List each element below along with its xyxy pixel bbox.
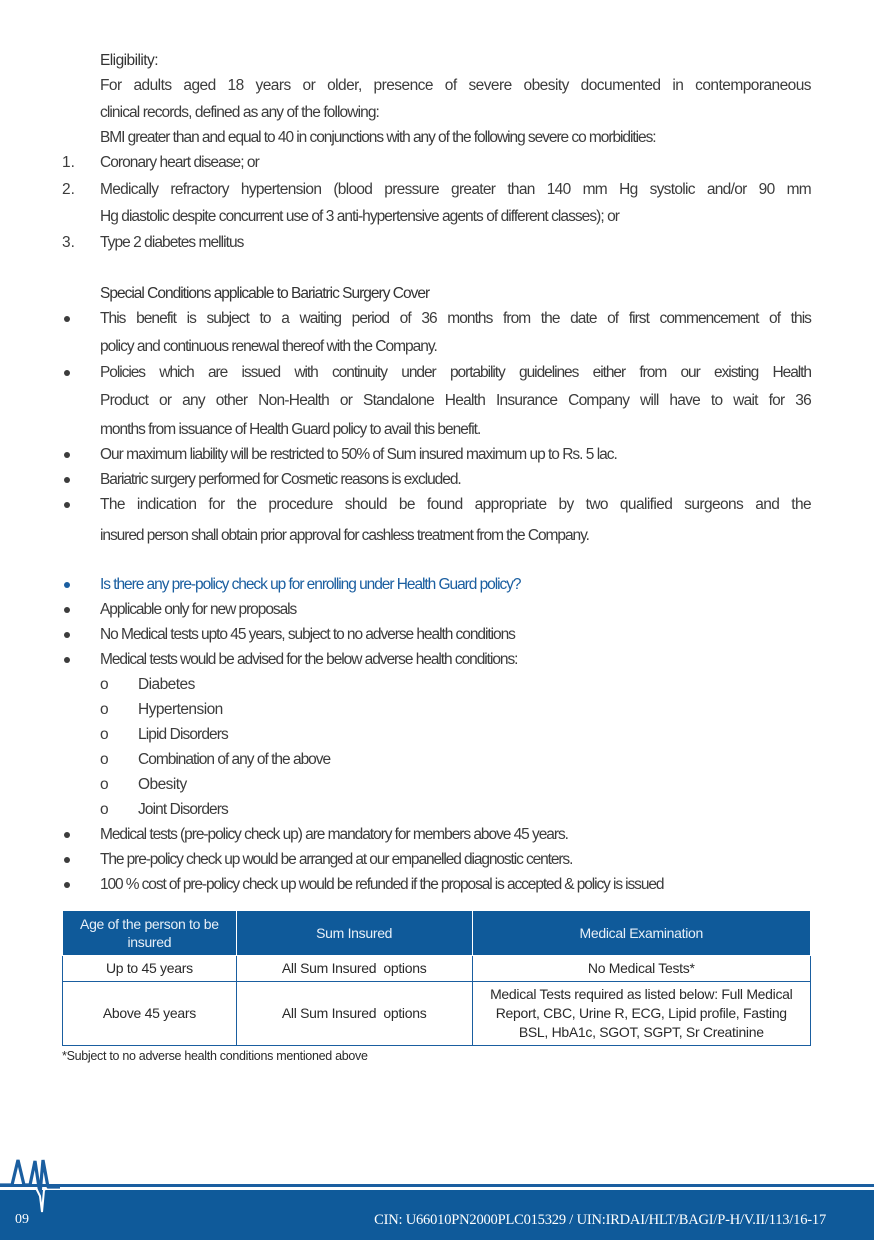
eligibility-item: Type 2 diabetes mellitus: [100, 234, 244, 251]
pre-policy-bullet: Applicable only for new proposals: [100, 601, 297, 618]
pre-policy-bullet: No Medical tests upto 45 years, subject to no adverse health conditions: [100, 626, 515, 643]
bullet-icon: [64, 832, 70, 838]
bullet-icon: [64, 582, 70, 588]
bmi-criteria: BMI greater than and equal to 40 in conjunctions with any of the following severe co morbidities:: [100, 129, 656, 146]
cell-medical-exam: No Medical Tests*: [472, 956, 810, 982]
column-header-sum-insured: Sum Insured: [236, 911, 472, 956]
bullet-icon: [64, 632, 70, 638]
column-header-medical-exam: Medical Examination: [472, 911, 810, 956]
list-number: 1.: [62, 154, 75, 171]
sub-bullet-marker: o: [100, 776, 109, 793]
cell-age: Above 45 years: [63, 982, 237, 1046]
condition-line: Our maximum liability will be restricted to 50% of Sum insured maximum up to Rs. 5 lac.: [100, 446, 617, 463]
sub-bullet-marker: o: [100, 726, 109, 743]
condition-line: Bariatric surgery performed for Cosmetic reasons is excluded.: [100, 471, 461, 488]
footer-divider: [0, 1184, 874, 1187]
cell-sum-insured: All Sum Insured options: [236, 956, 472, 982]
table-row: [63, 982, 811, 1046]
medical-exam-table: [62, 910, 811, 1046]
bullet-icon: [64, 370, 70, 376]
sub-bullet-marker: o: [100, 801, 109, 818]
eligibility-item: Medically refractory hypertension (blood pressure greater than 140 mm Hg systolic and/or 90 mm: [100, 181, 811, 198]
eligibility-intro-line2: clinical records, defined as any of the following:: [100, 104, 379, 121]
cell-age: Up to 45 years: [63, 956, 237, 982]
condition-line: months from issuance of Health Guard policy to avail this benefit.: [100, 421, 481, 438]
heartbeat-logo-icon: [0, 1150, 60, 1220]
table-row: [63, 956, 811, 982]
bullet-icon: [64, 857, 70, 863]
pre-policy-bullet: The pre-policy check up would be arranged at our empanelled diagnostic centers.: [100, 851, 573, 868]
page-number: 09: [15, 1212, 29, 1227]
eligibility-item-continued: Hg diastolic despite concurrent use of 3 anti-hypertensive agents of different classes); or: [100, 208, 619, 225]
bullet-icon: [64, 316, 70, 322]
pre-policy-bullet: Medical tests would be advised for the below adverse health conditions:: [100, 651, 518, 668]
pre-policy-bullet: Medical tests (pre-policy check up) are mandatory for members above 45 years.: [100, 826, 568, 843]
bullet-icon: [64, 452, 70, 458]
sub-bullet-marker: o: [100, 751, 109, 768]
condition-line: policy and continuous renewal thereof with the Company.: [100, 338, 437, 355]
sub-bullet-marker: o: [100, 701, 109, 718]
bullet-icon: [64, 607, 70, 613]
eligibility-intro-line1: For adults aged 18 years or older, presence of severe obesity documented in contemporaneous: [100, 77, 811, 94]
cin-uin-text: CIN: U66010PN2000PLC015329 / UIN:IRDAI/HLT/BAGI/P-H/V.II/113/16-17: [374, 1212, 826, 1228]
condition-item: Joint Disorders: [138, 801, 228, 818]
cell-sum-insured: All Sum Insured options: [236, 982, 472, 1046]
condition-line: The indication for the procedure should be found appropriate by two qualified surgeons and the: [100, 496, 811, 513]
eligibility-item: Coronary heart disease; or: [100, 154, 259, 171]
condition-line: insured person shall obtain prior approval for cashless treatment from the Company.: [100, 527, 589, 544]
pre-policy-question: Is there any pre-policy check up for enrolling under Health Guard policy?: [100, 576, 521, 593]
table-footnote: *Subject to no adverse health conditions mentioned above: [62, 1049, 368, 1063]
eligibility-heading: Eligibility:: [100, 52, 159, 69]
condition-line: This benefit is subject to a waiting period of 36 months from the date of first commencement of this: [100, 310, 811, 327]
column-header-age: Age of the person to be insured: [63, 911, 237, 956]
list-number: 3.: [62, 234, 75, 251]
condition-item: Obesity: [138, 776, 187, 793]
list-number: 2.: [62, 181, 75, 198]
special-conditions-heading: Special Conditions applicable to Bariatric Surgery Cover: [100, 285, 430, 302]
bullet-icon: [64, 657, 70, 663]
condition-line: Policies which are issued with continuity under portability guidelines either from our existing Health: [100, 364, 811, 381]
pre-policy-bullet: 100 % cost of pre-policy check up would be refunded if the proposal is accepted & policy is issued: [100, 876, 664, 893]
sub-bullet-marker: o: [100, 676, 109, 693]
bullet-icon: [64, 882, 70, 888]
condition-item: Lipid Disorders: [138, 726, 228, 743]
bullet-icon: [64, 502, 70, 508]
condition-item: Combination of any of the above: [138, 751, 331, 768]
cell-medical-exam: Medical Tests required as listed below: Full Medical Report, CBC, Urine R, ECG, Lipid profile, Fasting BSL, HbA1c, SGOT, SGPT, Sr Creatinine: [472, 982, 810, 1046]
table-header-row: [63, 911, 811, 956]
condition-item: Diabetes: [138, 676, 195, 693]
condition-line: Product or any other Non-Health or Standalone Health Insurance Company will have to wait for 36: [100, 392, 811, 409]
condition-item: Hypertension: [138, 701, 223, 718]
bullet-icon: [64, 477, 70, 483]
